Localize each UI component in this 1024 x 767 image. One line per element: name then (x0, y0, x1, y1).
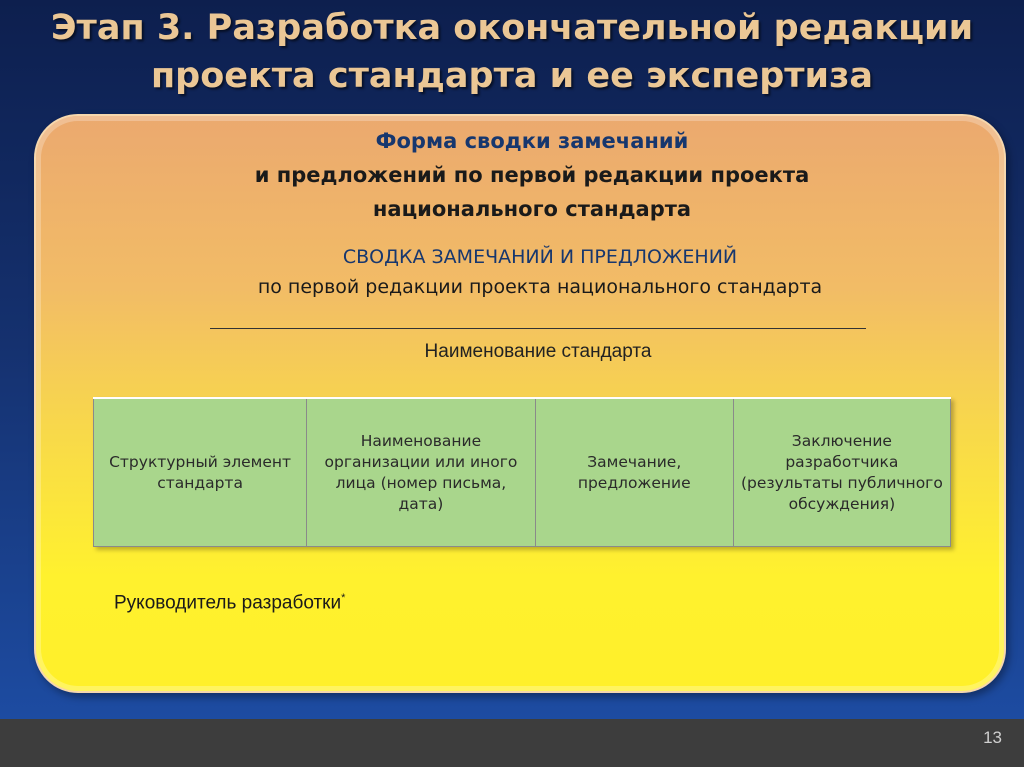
slide-title (40, 4, 984, 100)
summary-table-wrapper (93, 397, 951, 547)
form-heading (0, 124, 1024, 226)
summary-subtitle: по первой редакции проекта национального стандарта (257, 276, 823, 298)
table-header-row (94, 398, 951, 547)
standard-name-label: Наименование стандарта (424, 341, 652, 362)
column-header-remark: Замечание, предложение (535, 398, 733, 547)
summary-title: СВОДКА ЗАМЕЧАНИЙ И ПРЕДЛОЖЕНИЙ (342, 246, 738, 268)
page-number: 13 (983, 728, 1002, 747)
column-header-developer-conclusion: Заключение разработчика (результаты публичного обсуждения) (733, 398, 950, 547)
manager-signature-line (114, 584, 345, 617)
form-heading-line-2: и предложений по первой редакции проекта (254, 163, 810, 187)
column-header-structural-element: Структурный элемент стандарта (94, 398, 307, 547)
column-header-organization: Наименование организации или иного лица (номер письма, дата) (307, 398, 536, 547)
slide-title-line-2: проекта стандарта и ее экспертиза (150, 56, 874, 96)
footer-bar (0, 719, 1024, 767)
form-heading-line-1: Форма сводки замечаний (375, 129, 689, 153)
summary-table (93, 397, 951, 547)
form-heading-line-3: национального стандарта (372, 197, 692, 221)
manager-footnote-mark: * (341, 592, 346, 604)
slide-title-line-1: Этап 3. Разработка окончательной редакции (50, 8, 974, 48)
standard-name-blank-line (210, 328, 866, 329)
manager-label: Руководитель разработки (114, 592, 342, 614)
summary-heading (0, 242, 1024, 302)
